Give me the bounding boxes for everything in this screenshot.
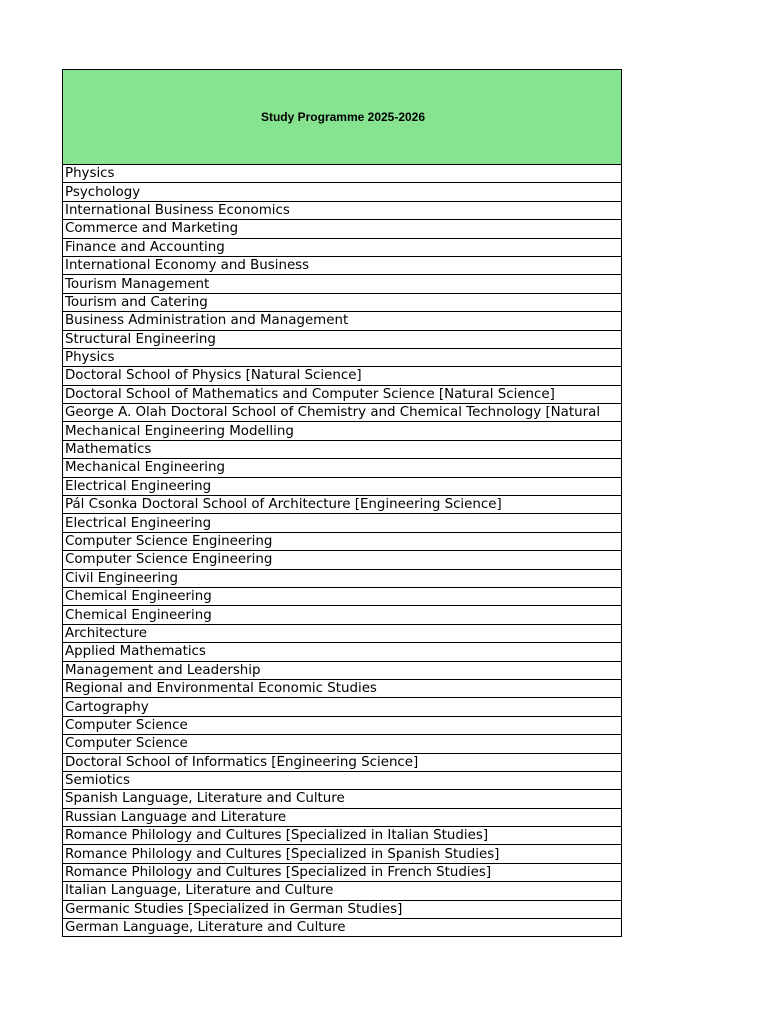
programme-cell[interactable]: Computer Science Engineering [63, 551, 622, 569]
table-row [63, 275, 622, 293]
table-row [63, 238, 622, 256]
programme-cell[interactable]: Russian Language and Literature [63, 808, 622, 826]
table-row [63, 808, 622, 826]
table-row [63, 477, 622, 495]
programme-cell[interactable]: Mechanical Engineering Modelling [63, 422, 622, 440]
table-row [63, 348, 622, 366]
programme-cell[interactable]: Italian Language, Literature and Culture [63, 882, 622, 900]
table-row [63, 459, 622, 477]
table-body [63, 165, 622, 937]
table-row [63, 551, 622, 569]
table-row [63, 385, 622, 403]
study-programme-table [62, 69, 622, 937]
header-row [63, 70, 622, 165]
table-row [63, 790, 622, 808]
table-row [63, 514, 622, 532]
programme-cell[interactable]: Management and Leadership [63, 661, 622, 679]
programme-cell[interactable]: Spanish Language, Literature and Culture [63, 790, 622, 808]
table-row [63, 256, 622, 274]
programme-cell[interactable]: Electrical Engineering [63, 477, 622, 495]
programme-cell[interactable]: Computer Science [63, 716, 622, 734]
programme-cell[interactable]: George A. Olah Doctoral School of Chemistry and Chemical Technology [Natural [63, 404, 622, 422]
table-row [63, 863, 622, 881]
programme-cell[interactable]: Romance Philology and Cultures [Specialized in Spanish Studies] [63, 845, 622, 863]
programme-cell[interactable]: Regional and Environmental Economic Studies [63, 679, 622, 697]
table-row [63, 293, 622, 311]
table-row [63, 900, 622, 918]
programme-cell[interactable]: Computer Science [63, 735, 622, 753]
table-row [63, 312, 622, 330]
table-row [63, 440, 622, 458]
table-row [63, 587, 622, 605]
programme-cell[interactable]: Applied Mathematics [63, 643, 622, 661]
table-row [63, 569, 622, 587]
table-row [63, 367, 622, 385]
header-cell-study-programme[interactable]: Study Programme 2025-2026 [63, 70, 622, 165]
programme-cell[interactable]: Mathematics [63, 440, 622, 458]
programme-cell[interactable]: Cartography [63, 698, 622, 716]
table-row [63, 643, 622, 661]
table-row [63, 165, 622, 183]
table-row [63, 201, 622, 219]
programme-cell[interactable]: Commerce and Marketing [63, 220, 622, 238]
programme-cell[interactable]: Physics [63, 165, 622, 183]
programme-cell[interactable]: Tourism and Catering [63, 293, 622, 311]
programme-cell[interactable]: Semiotics [63, 771, 622, 789]
programme-cell[interactable]: Chemical Engineering [63, 587, 622, 605]
table-row [63, 882, 622, 900]
programme-cell[interactable]: Civil Engineering [63, 569, 622, 587]
programme-cell[interactable]: Business Administration and Management [63, 312, 622, 330]
programme-cell[interactable]: Finance and Accounting [63, 238, 622, 256]
programme-cell[interactable]: Architecture [63, 624, 622, 642]
programme-cell[interactable]: Pál Csonka Doctoral School of Architecture [Engineering Science] [63, 496, 622, 514]
table-row [63, 183, 622, 201]
table-row [63, 698, 622, 716]
table-row [63, 404, 622, 422]
programme-cell[interactable]: Psychology [63, 183, 622, 201]
table-row [63, 771, 622, 789]
programme-cell[interactable]: Doctoral School of Physics [Natural Science] [63, 367, 622, 385]
programme-cell[interactable]: German Language, Literature and Culture [63, 919, 622, 937]
table-row [63, 735, 622, 753]
table-row [63, 422, 622, 440]
table-row [63, 496, 622, 514]
programme-cell[interactable]: Tourism Management [63, 275, 622, 293]
programme-cell[interactable]: International Economy and Business [63, 256, 622, 274]
programme-cell[interactable]: International Business Economics [63, 201, 622, 219]
programme-cell[interactable]: Mechanical Engineering [63, 459, 622, 477]
table-row [63, 330, 622, 348]
programme-cell[interactable]: Romance Philology and Cultures [Specialized in Italian Studies] [63, 827, 622, 845]
table-row [63, 606, 622, 624]
table-row [63, 716, 622, 734]
programme-cell[interactable]: Structural Engineering [63, 330, 622, 348]
table-row [63, 845, 622, 863]
table-row [63, 753, 622, 771]
programme-cell[interactable]: Doctoral School of Mathematics and Computer Science [Natural Science] [63, 385, 622, 403]
table-row [63, 532, 622, 550]
programme-cell[interactable]: Chemical Engineering [63, 606, 622, 624]
programme-cell[interactable]: Doctoral School of Informatics [Engineering Science] [63, 753, 622, 771]
programme-cell[interactable]: Computer Science Engineering [63, 532, 622, 550]
table-row [63, 661, 622, 679]
table-row [63, 919, 622, 937]
programme-cell[interactable]: Electrical Engineering [63, 514, 622, 532]
programme-cell[interactable]: Physics [63, 348, 622, 366]
programme-cell[interactable]: Germanic Studies [Specialized in German Studies] [63, 900, 622, 918]
table-row [63, 220, 622, 238]
table-row [63, 827, 622, 845]
programme-cell[interactable]: Romance Philology and Cultures [Specialized in French Studies] [63, 863, 622, 881]
table-row [63, 624, 622, 642]
table-row [63, 679, 622, 697]
